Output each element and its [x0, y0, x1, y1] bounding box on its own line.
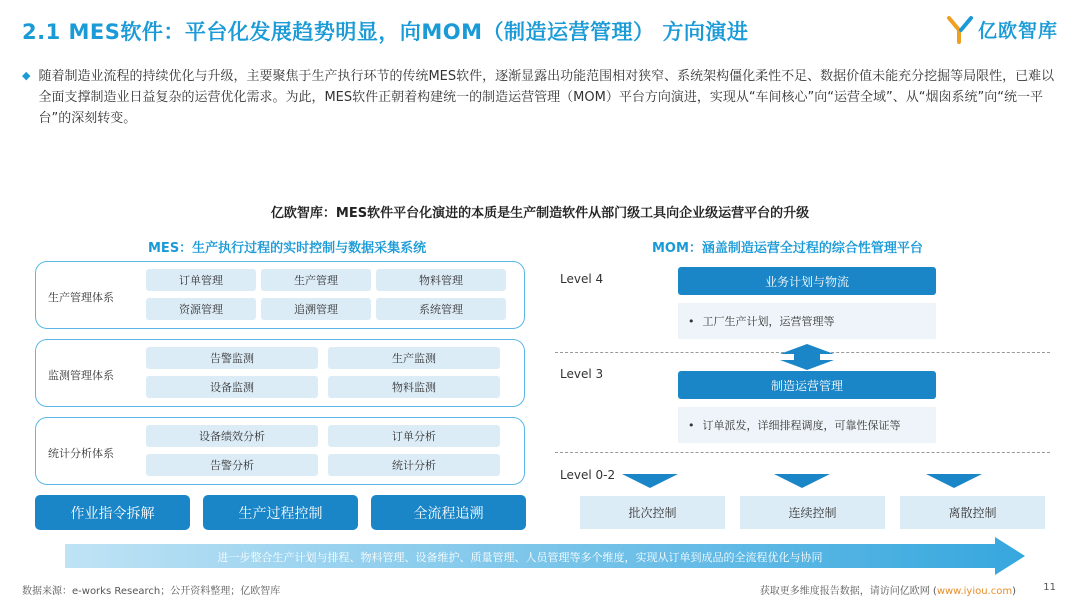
level-label: Level 3: [560, 367, 604, 381]
control-box: 批次控制: [580, 496, 725, 529]
level-label: Level 4: [560, 272, 604, 286]
monitoring-management-panel: [35, 339, 525, 407]
intro-text: 随着制造业流程的持续优化与升级，主要聚焦于生产执行环节的传统MES软件，逐渐显露出功能范围相对狭窄、系统架构僵化柔性不足、数据价值未能充分挖掘等局限性，已难以全面支撑制造业日益复杂的运营优化需求。为此，MES软件正朝着构建统一的制造运营管理（MOM）平台方向演进，实现从“车间核心”向“运营全域”、从“烟囱系统”向“统一平台”的深刻转变。: [38, 69, 1055, 126]
level-divider: [555, 452, 1050, 453]
module-chip: 生产监测: [328, 347, 500, 369]
mom-desc-text: 订单派发，详细排程调度，可靠性保证等: [702, 419, 901, 432]
double-arrow-icon: [762, 344, 852, 370]
production-management-panel: [35, 261, 525, 329]
action-box: 生产过程控制: [203, 495, 358, 530]
module-chip: 统计分析: [328, 454, 500, 476]
down-arrow-icon: [622, 474, 678, 488]
bullet-dot: •: [688, 314, 695, 328]
mom-block-desc: [678, 407, 936, 443]
level-label: Level 0-2: [560, 468, 616, 482]
page-number: 11: [1043, 582, 1056, 593]
module-chip: 订单分析: [328, 425, 500, 447]
yiou-logo-icon: [946, 14, 974, 44]
module-chip: 系统管理: [376, 298, 506, 320]
action-box: 作业指令拆解: [35, 495, 190, 530]
mom-title: MOM：涵盖制造运营全过程的综合性管理平台: [652, 241, 923, 256]
module-chip: 订单管理: [146, 269, 256, 291]
control-box: 离散控制: [900, 496, 1045, 529]
system-label: 生产管理体系: [48, 291, 114, 304]
module-chip: 物料监测: [328, 376, 500, 398]
module-chip: 设备绩效分析: [146, 425, 318, 447]
bullet-dot: •: [688, 418, 695, 432]
website-link[interactable]: www.iyiou.com: [936, 586, 1013, 597]
more-data-suffix: ): [1012, 586, 1016, 597]
more-data-prefix: 获取更多维度报告数据，请访问亿欧网 (: [759, 586, 937, 597]
control-box: 连续控制: [740, 496, 885, 529]
module-chip: 告警监测: [146, 347, 318, 369]
module-chip: 追溯管理: [261, 298, 371, 320]
mom-block-header: 制造运营管理: [678, 371, 936, 399]
module-chip: 生产管理: [261, 269, 371, 291]
diamond-bullet-icon: ◆: [22, 69, 31, 82]
diagram-title: 亿欧智库：MES软件平台化演进的本质是生产制造软件从部门级工具向企业级运营平台的升级: [270, 206, 810, 221]
system-label: 统计分析体系: [48, 447, 114, 460]
mes-title: MES：生产执行过程的实时控制与数据采集系统: [148, 241, 427, 256]
module-chip: 设备监测: [146, 376, 318, 398]
more-data-note: [760, 582, 1016, 597]
statistical-analysis-panel: [35, 417, 525, 485]
module-chip: 告警分析: [146, 454, 318, 476]
page-title: 2.1 MES软件：平台化发展趋势明显，向MOM（制造运营管理） 方向演进: [22, 20, 749, 44]
logo-text: 亿欧智库: [977, 19, 1058, 42]
bottom-arrow-text: 进一步整合生产计划与排程、物料管理、设备维护、质量管理、人员管理等多个维度，实现从订单到成品的全流程优化与协同: [217, 551, 823, 564]
mom-desc-text: 工厂生产计划，运营管理等: [702, 315, 835, 328]
system-label: 监测管理体系: [48, 369, 114, 382]
action-box: 全流程追溯: [371, 495, 526, 530]
module-chip: 物料管理: [376, 269, 506, 291]
down-arrow-icon: [926, 474, 982, 488]
mom-block-header: 业务计划与物流: [678, 267, 936, 295]
mom-block-desc: [678, 303, 936, 339]
module-chip: 资源管理: [146, 298, 256, 320]
intro-paragraph: [22, 66, 1062, 129]
down-arrow-icon: [774, 474, 830, 488]
logo: [946, 14, 1058, 44]
source-note: 数据来源：e-works Research；公开资料整理；亿欧智库: [22, 586, 281, 597]
